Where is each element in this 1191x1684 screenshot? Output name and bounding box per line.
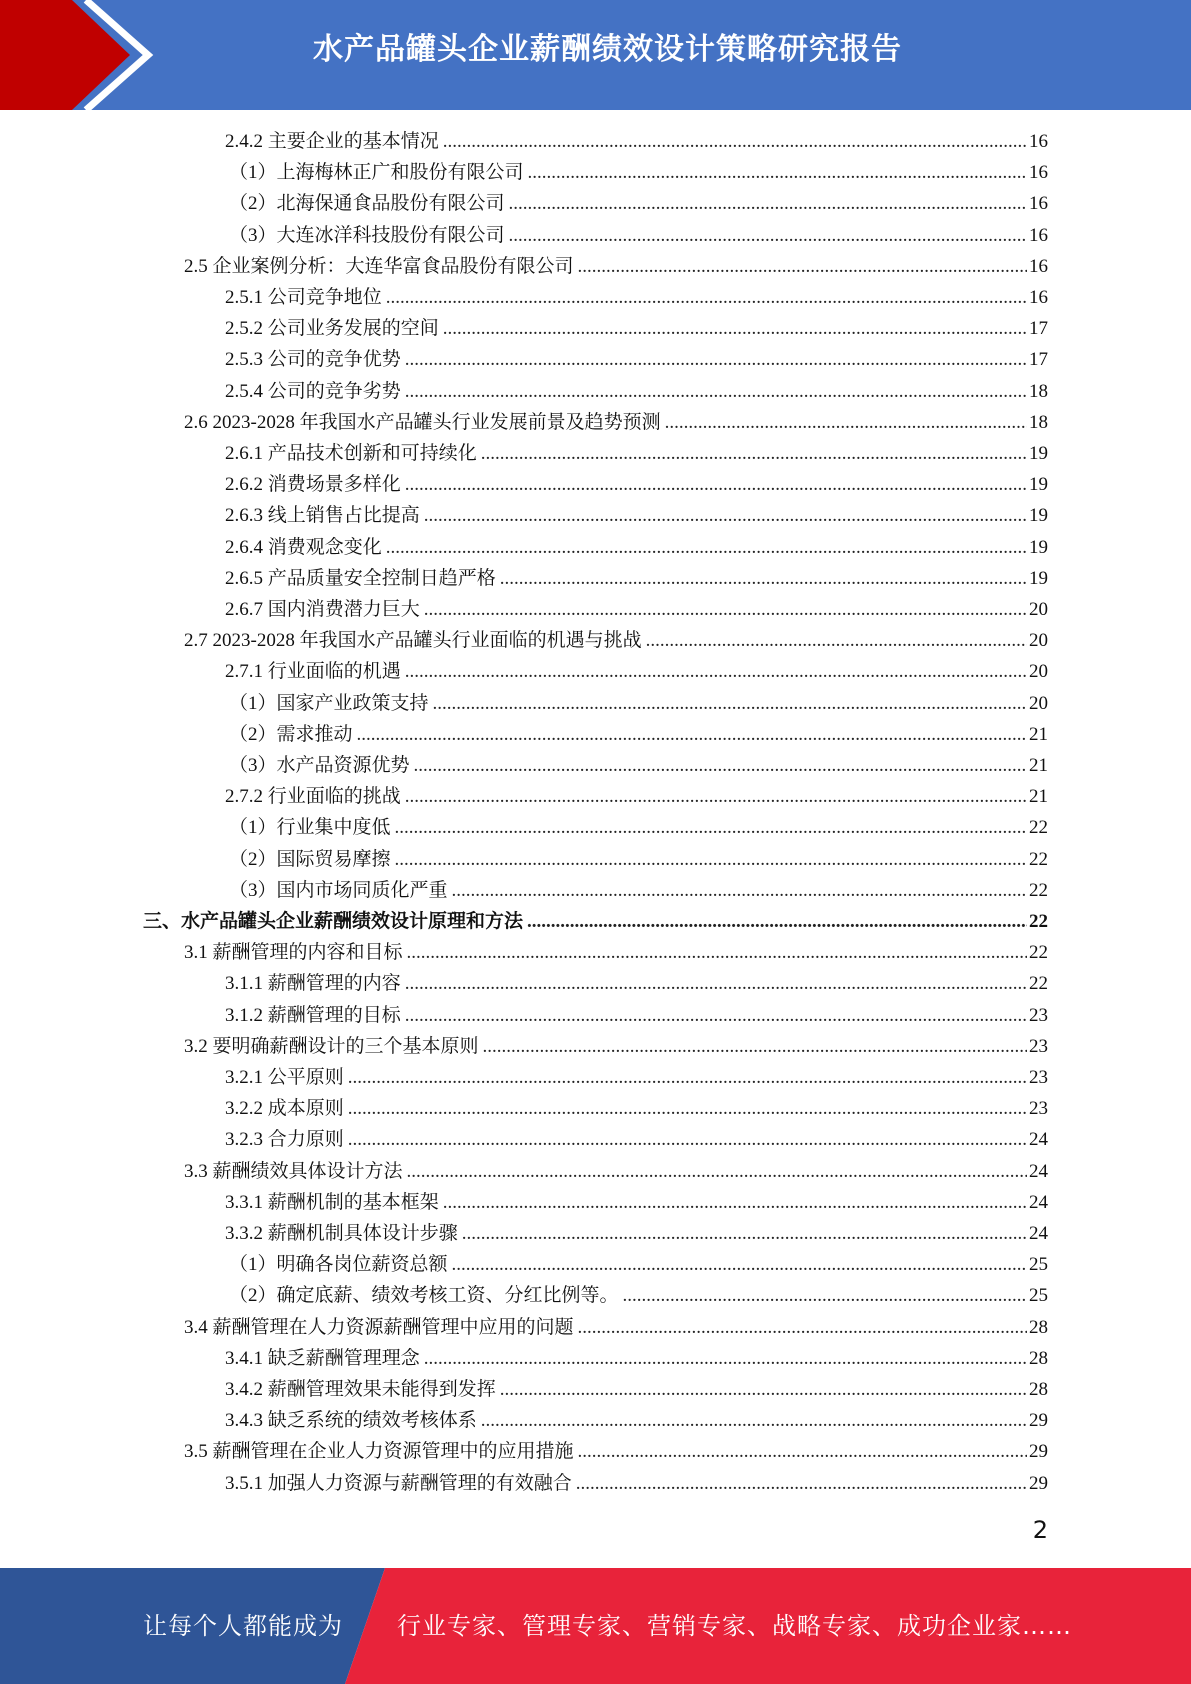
toc-entry[interactable] — [225, 656, 1048, 687]
toc-leader-dots — [405, 781, 1027, 812]
toc-entry-label: 2.7.2 行业面临的挑战 — [225, 786, 401, 808]
toc-entry-label: （1）国家产业政策支持 — [229, 692, 429, 714]
toc-entry-label: 3.1.1 薪酬管理的内容 — [225, 973, 401, 995]
toc-entry-page: 18 — [1029, 380, 1048, 402]
footer-slogan-left: 让每个人都能成为 — [143, 1612, 343, 1640]
toc-entry-label: （1）明确各岗位薪资总额 — [229, 1254, 448, 1276]
toc-entry-page: 29 — [1029, 1472, 1048, 1494]
toc-entry[interactable] — [225, 313, 1048, 344]
toc-entry-page: 22 — [1029, 973, 1048, 995]
toc-entry-label: （3）国内市场同质化严重 — [229, 879, 448, 901]
toc-leader-dots — [483, 1031, 1027, 1062]
toc-entry-label: （2）北海保通食品股份有限公司 — [229, 193, 505, 215]
toc-leader-dots — [405, 1000, 1027, 1031]
toc-leader-dots — [386, 532, 1027, 563]
toc-entry-page: 20 — [1029, 692, 1048, 714]
toc-entry-label: 3.2.2 成本原则 — [225, 1098, 344, 1120]
toc-entry[interactable] — [225, 1218, 1048, 1249]
toc-entry-page: 17 — [1029, 349, 1048, 371]
toc-leader-dots — [405, 376, 1027, 407]
toc-entry-page: 20 — [1029, 661, 1048, 683]
toc-leader-dots — [348, 1093, 1027, 1124]
toc-entry[interactable] — [229, 688, 1048, 719]
toc-entry-page: 22 — [1029, 817, 1048, 839]
toc-leader-dots — [665, 407, 1027, 438]
toc-entry-page: 19 — [1029, 505, 1048, 527]
toc-entry[interactable] — [225, 282, 1048, 313]
toc-entry[interactable] — [225, 1187, 1048, 1218]
toc-entry-page: 20 — [1029, 630, 1048, 652]
toc-entry[interactable] — [225, 1093, 1048, 1124]
toc-leader-dots — [348, 1124, 1027, 1155]
toc-entry-label: （3）大连冰洋科技股份有限公司 — [229, 224, 505, 246]
toc-entry-page: 19 — [1029, 536, 1048, 558]
toc-entry-page: 21 — [1029, 786, 1048, 808]
toc-entry[interactable] — [229, 1249, 1048, 1280]
toc-leader-dots — [424, 594, 1027, 625]
toc-entry[interactable] — [184, 251, 1048, 282]
toc-leader-dots — [357, 719, 1027, 750]
toc-entry[interactable] — [225, 500, 1048, 531]
toc-entry[interactable] — [184, 1031, 1048, 1062]
toc-leader-dots — [623, 1280, 1027, 1311]
toc-entry-page: 16 — [1029, 287, 1048, 308]
toc-leader-dots — [424, 1343, 1027, 1374]
toc-entry-page: 24 — [1029, 1160, 1048, 1182]
toc-leader-dots — [443, 313, 1027, 344]
toc-leader-dots — [462, 1218, 1027, 1249]
toc-entry-label: （3）水产品资源优势 — [229, 755, 410, 776]
toc-leader-dots — [395, 812, 1027, 843]
toc-leader-dots — [646, 625, 1027, 656]
toc-entry[interactable] — [225, 1374, 1048, 1405]
toc-leader-dots — [576, 1468, 1027, 1499]
toc-entry-label: 3.5 薪酬管理在企业人力资源管理中的应用措施 — [184, 1441, 574, 1463]
toc-leader-dots — [481, 1405, 1027, 1436]
toc-leader-dots — [424, 500, 1027, 531]
toc-entry-label: （2）确定底薪、绩效考核工资、分红比例等。 — [229, 1285, 619, 1307]
toc-leader-dots — [452, 1249, 1027, 1280]
toc-entry-page: 23 — [1029, 1098, 1048, 1120]
toc-entry-label: 3.3.1 薪酬机制的基本框架 — [225, 1191, 439, 1213]
toc-leader-dots — [578, 1312, 1027, 1343]
toc-entry[interactable] — [229, 1280, 1048, 1311]
toc-entry-label: 3.1.2 薪酬管理的目标 — [225, 1004, 401, 1026]
toc-entry-label: 2.4.2 主要企业的基本情况 — [225, 131, 439, 152]
toc-entry-page: 23 — [1029, 1035, 1048, 1057]
toc-entry-page: 23 — [1029, 1004, 1048, 1026]
toc-entry-label: 2.7.1 行业面临的机遇 — [225, 661, 401, 683]
toc-entry-page: 22 — [1029, 911, 1048, 932]
toc-entry[interactable] — [225, 1124, 1048, 1155]
toc-leader-dots — [443, 1187, 1027, 1218]
toc-entry-label: 2.6.7 国内消费潜力巨大 — [225, 599, 420, 620]
report-title: 水产品罐头企业薪酬绩效设计策略研究报告 — [313, 32, 902, 67]
toc-entry[interactable] — [225, 126, 1048, 157]
toc-entry-page: 22 — [1029, 848, 1048, 870]
toc-entry-label: 3.2.3 合力原则 — [225, 1129, 344, 1151]
toc-entry-label: （1）行业集中度低 — [229, 817, 391, 839]
toc-entry-page: 29 — [1029, 1441, 1048, 1463]
toc-entry[interactable] — [225, 532, 1048, 563]
toc-entry-page: 23 — [1029, 1067, 1048, 1088]
toc-entry-label: （2）国际贸易摩擦 — [229, 848, 391, 870]
toc-entry[interactable] — [229, 157, 1048, 188]
toc-entry-label: 3.3.2 薪酬机制具体设计步骤 — [225, 1223, 458, 1244]
toc-leader-dots — [509, 220, 1027, 251]
toc-entry-label: 2.5 企业案例分析：大连华富食品股份有限公司 — [184, 255, 574, 277]
toc-entry[interactable] — [229, 719, 1048, 750]
toc-entry-label: 2.6.2 消费场景多样化 — [225, 474, 401, 496]
toc-entry-page: 28 — [1029, 1347, 1048, 1369]
toc-leader-dots — [578, 1436, 1027, 1467]
toc-entry-page: 28 — [1029, 1316, 1048, 1338]
toc-entry[interactable] — [143, 906, 1048, 937]
toc-entry-page: 25 — [1029, 1285, 1048, 1307]
toc-entry-page: 16 — [1029, 224, 1048, 246]
toc-leader-dots — [443, 126, 1027, 157]
toc-entry-label: 2.6 2023-2028 年我国水产品罐头行业发展前景及趋势预测 — [184, 411, 661, 433]
toc-entry-label: （2）需求推动 — [229, 723, 353, 745]
toc-leader-dots — [414, 750, 1027, 781]
toc-entry-page: 16 — [1029, 162, 1048, 184]
toc-entry-page: 24 — [1029, 1191, 1048, 1213]
toc-leader-dots — [386, 282, 1027, 313]
toc-entry-label: 2.6.4 消费观念变化 — [225, 536, 382, 558]
toc-entry-page: 17 — [1029, 318, 1048, 340]
toc-entry-label: 3.2 要明确薪酬设计的三个基本原则 — [184, 1035, 479, 1057]
toc-leader-dots — [578, 251, 1027, 282]
toc-entry-page: 16 — [1029, 131, 1048, 152]
toc-leader-dots — [405, 656, 1027, 687]
toc-entry[interactable] — [184, 625, 1048, 656]
toc-entry[interactable] — [184, 937, 1048, 968]
toc-entry-label: 3.3 薪酬绩效具体设计方法 — [184, 1160, 403, 1182]
toc-entry-page: 24 — [1029, 1129, 1048, 1151]
toc-entry[interactable] — [225, 1468, 1048, 1499]
toc-entry[interactable] — [225, 469, 1048, 500]
toc-leader-dots — [405, 469, 1027, 500]
toc-entry-label: 2.5.1 公司竞争地位 — [225, 287, 382, 308]
toc-leader-dots — [395, 844, 1027, 875]
toc-leader-dots — [509, 188, 1027, 219]
toc-entry[interactable] — [184, 1312, 1048, 1343]
toc-entry-page: 18 — [1029, 411, 1048, 433]
toc-entry-page: 21 — [1029, 723, 1048, 745]
toc-leader-dots — [405, 968, 1027, 999]
toc-entry[interactable] — [225, 344, 1048, 375]
toc-entry-label: 2.6.3 线上销售占比提高 — [225, 505, 420, 527]
toc-entry-label: 2.5.3 公司的竞争优势 — [225, 349, 401, 371]
toc-entry[interactable] — [225, 376, 1048, 407]
toc-entry-page: 19 — [1029, 474, 1048, 496]
toc-entry-page: 19 — [1029, 443, 1048, 464]
toc-entry-page: 29 — [1029, 1410, 1048, 1432]
toc-entry-label: 3.4.3 缺乏系统的绩效考核体系 — [225, 1410, 477, 1432]
toc-entry-label: 三、水产品罐头企业薪酬绩效设计原理和方法 — [143, 911, 524, 932]
toc-leader-dots — [405, 344, 1027, 375]
toc-entry-label: 3.2.1 公平原则 — [225, 1067, 344, 1088]
toc-entry[interactable] — [225, 968, 1048, 999]
toc-entry-label: 3.4 薪酬管理在人力资源薪酬管理中应用的问题 — [184, 1316, 574, 1338]
toc-entry[interactable] — [229, 812, 1048, 843]
toc-leader-dots — [348, 1062, 1027, 1093]
toc-leader-dots — [527, 906, 1027, 937]
toc-entry-label: 2.7 2023-2028 年我国水产品罐头行业面临的机遇与挑战 — [184, 630, 642, 652]
toc-entry[interactable] — [229, 220, 1048, 251]
toc-entry-page: 19 — [1029, 567, 1048, 589]
toc-entry-page: 21 — [1029, 755, 1048, 776]
toc-leader-dots — [407, 937, 1027, 968]
toc-entry-page: 16 — [1029, 193, 1048, 215]
toc-leader-dots — [433, 688, 1027, 719]
toc-entry-label: 3.5.1 加强人力资源与薪酬管理的有效融合 — [225, 1472, 572, 1494]
page-number: 2 — [1032, 1516, 1048, 1544]
toc-entry[interactable] — [229, 875, 1048, 906]
toc-entry-page: 22 — [1029, 879, 1048, 901]
toc-leader-dots — [452, 875, 1027, 906]
toc-entry-page: 16 — [1029, 255, 1048, 277]
toc-entry-label: 2.5.4 公司的竞争劣势 — [225, 380, 401, 402]
toc-leader-dots — [407, 1156, 1027, 1187]
toc-entry-label: 3.4.1 缺乏薪酬管理理念 — [225, 1347, 420, 1369]
toc-entry-page: 28 — [1029, 1379, 1048, 1400]
toc-entry[interactable] — [225, 1000, 1048, 1031]
page-header — [0, 0, 1191, 110]
toc-entry-label: 3.4.2 薪酬管理效果未能得到发挥 — [225, 1379, 496, 1400]
toc-leader-dots — [481, 438, 1027, 469]
toc-entry[interactable] — [229, 844, 1048, 875]
toc-entry[interactable] — [229, 750, 1048, 781]
toc-entry-page: 24 — [1029, 1223, 1048, 1244]
toc-entry-label: 2.6.5 产品质量安全控制日趋严格 — [225, 567, 496, 589]
toc-entry-label: 2.5.2 公司业务发展的空间 — [225, 318, 439, 340]
toc-entry[interactable] — [184, 407, 1048, 438]
toc-entry-label: （1）上海梅林正广和股份有限公司 — [229, 162, 524, 184]
toc-entry[interactable] — [225, 594, 1048, 625]
toc-leader-dots — [500, 563, 1027, 594]
toc-leader-dots — [500, 1374, 1027, 1405]
toc-entry[interactable] — [229, 188, 1048, 219]
toc-entry[interactable] — [184, 1156, 1048, 1187]
toc-entry[interactable] — [184, 1436, 1048, 1467]
toc-entry[interactable] — [225, 781, 1048, 812]
footer-slogan-right: 行业专家、管理专家、营销专家、战略专家、成功企业家…… — [397, 1612, 1072, 1640]
toc-entry-label: 2.6.1 产品技术创新和可持续化 — [225, 443, 477, 464]
toc-entry-page: 20 — [1029, 599, 1048, 620]
toc-entry[interactable] — [225, 563, 1048, 594]
toc-entry-page: 25 — [1029, 1254, 1048, 1276]
toc-leader-dots — [528, 157, 1027, 188]
toc-entry[interactable] — [225, 438, 1048, 469]
toc-entry[interactable] — [225, 1405, 1048, 1436]
toc-entry[interactable] — [225, 1062, 1048, 1093]
toc-entry[interactable] — [225, 1343, 1048, 1374]
page-footer — [0, 1568, 1191, 1684]
toc-entry-page: 22 — [1029, 942, 1048, 964]
toc-entry-label: 3.1 薪酬管理的内容和目标 — [184, 942, 403, 964]
